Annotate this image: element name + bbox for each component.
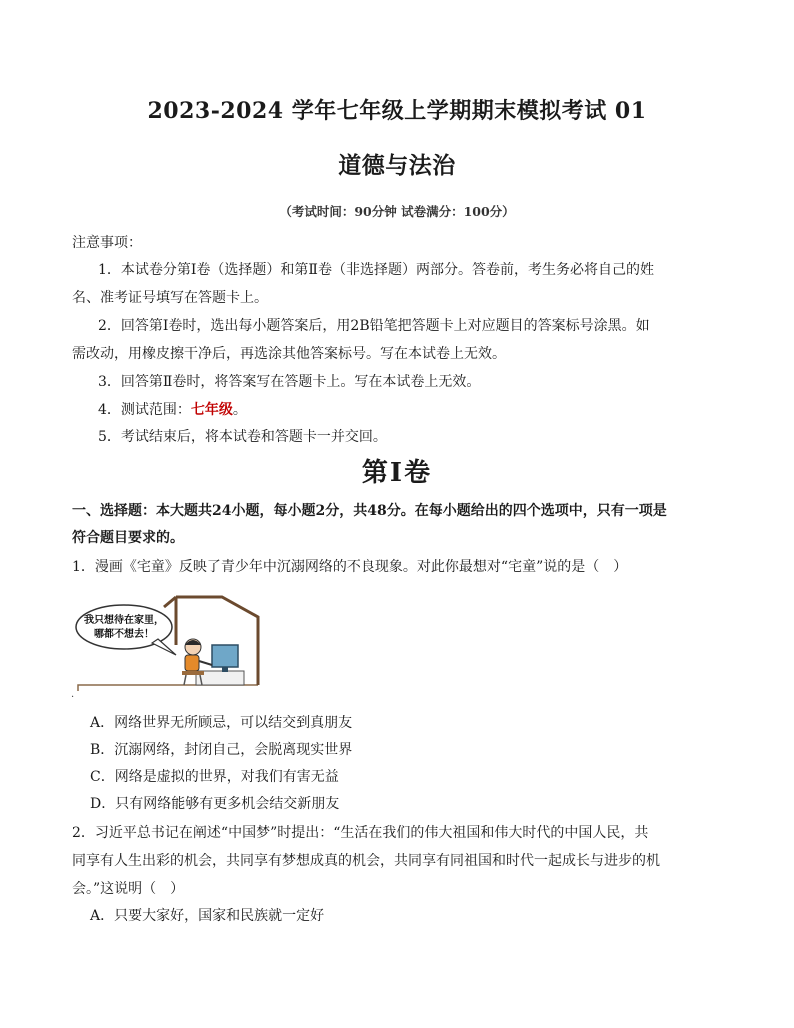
question-2-line-1: 2．习近平总书记在阐述“中国梦”时提出：“生活在我们的伟大祖国和伟大时代的中国人民，共: [72, 825, 649, 841]
question-1-option-c: C．网络是虚拟的世界，对我们有害无益: [90, 769, 339, 785]
volume-heading: 第Ⅰ卷: [361, 458, 433, 488]
notice-item-2-line-1: 2．回答第Ⅰ卷时，选出每小题答案后，用2B铅笔把答题卡上对应题目的答案标号涂黑。如: [98, 318, 650, 334]
question-1-option-a: A．网络世界无所顾忌，可以结交到真朋友: [90, 715, 353, 731]
question-1-stem: 1．漫画《宅童》反映了青少年中沉溺网络的不良现象。对此你最想对“宅童”说的是（ ）: [72, 559, 628, 575]
question-1-option-d: D．只有网络能够有更多机会结交新朋友: [90, 796, 340, 812]
question-2-option-a: A．只要大家好，国家和民族就一定好: [90, 908, 325, 924]
question-2-line-2: 同享有人生出彩的机会，共同享有梦想成真的机会，共同享有同祖国和时代一起成长与进步的机: [72, 853, 660, 869]
notice-item-3: 3．回答第Ⅱ卷时，将答案写在答题卡上。写在本试卷上无效。: [98, 374, 481, 390]
section-heading-line-1: 一、选择题：本大题共24小题，每小题2分，共48分。在每小题给出的四个选项中，只有一项是: [72, 503, 667, 519]
notice-item-4: [98, 399, 247, 419]
notice-item-4-suffix: 。: [232, 402, 247, 418]
notice-item-1-line-2: 名、准考证号填写在答题卡上。: [72, 290, 268, 306]
notice-item-2-line-2: 需改动，用橡皮擦干净后，再选涂其他答案标号。写在本试卷上无效。: [72, 346, 506, 362]
notice-item-1-line-1: 1．本试卷分第Ⅰ卷（选择题）和第Ⅱ卷（非选择题）两部分。答卷前，考生务必将自己的姓: [98, 262, 654, 278]
bubble-text-line-2: 哪都不想去！: [94, 629, 154, 640]
question-2-line-3: 会。”这说明（ ）: [72, 881, 185, 897]
notice-heading: 注意事项：: [72, 235, 142, 251]
image-anchor-mark: ·: [71, 692, 75, 703]
notice-item-5: 5．考试结束后，将本试卷和答题卡一并交回。: [98, 429, 387, 445]
notice-item-4-prefix: 4．测试范围：: [98, 402, 191, 418]
test-scope: 七年级: [190, 402, 233, 418]
exam-title: 2023-2024 学年七年级上学期期末模拟考试 01: [147, 98, 647, 124]
cartoon-image: [72, 585, 264, 693]
exam-meta: （考试时间：90分钟 试卷满分：100分）: [279, 204, 515, 219]
bubble-text-line-1: 我只想待在家里，: [84, 615, 164, 626]
subject-title: 道德与法治: [338, 152, 456, 179]
question-1-option-b: B．沉溺网络，封闭自己，会脱离现实世界: [90, 742, 353, 758]
section-heading-line-2: 符合题目要求的。: [72, 530, 184, 546]
